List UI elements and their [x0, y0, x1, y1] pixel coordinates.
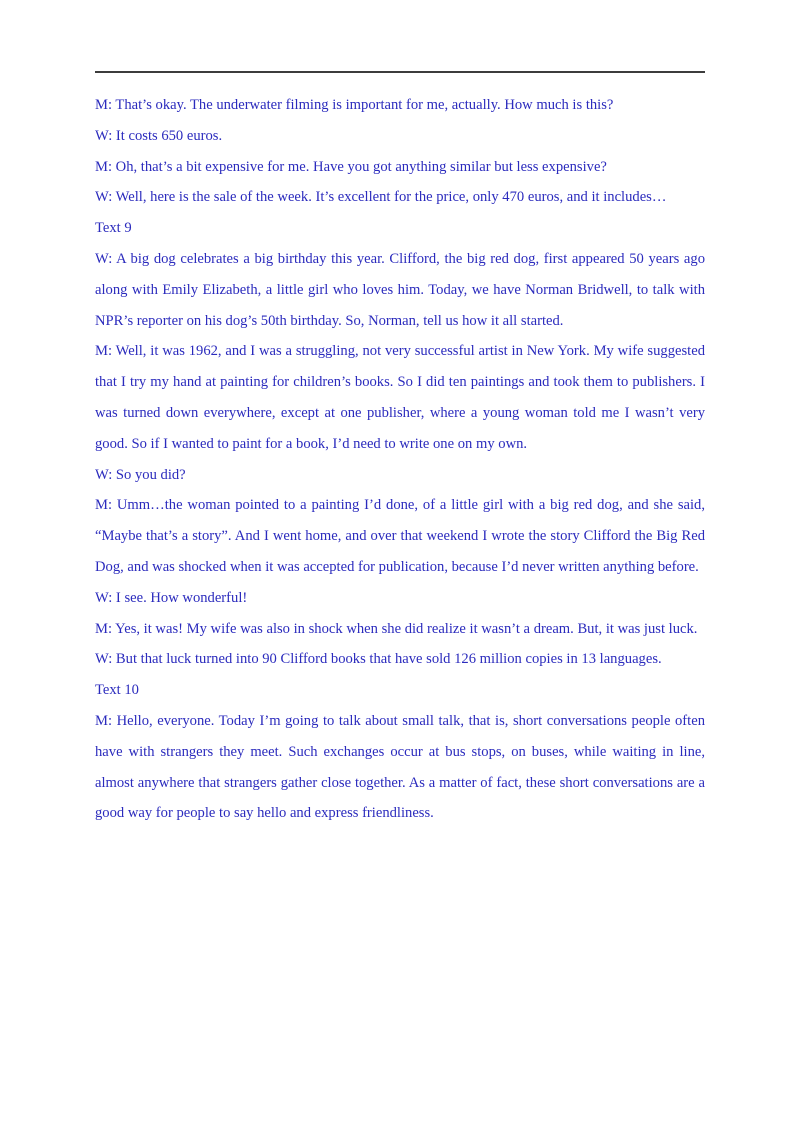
dialogue-line: W: A big dog celebrates a big birthday this year. Clifford, the big red dog, first appeared 50 years ago along with Emily Elizabeth, a little girl who loves him. Today, we have Norman Bridwell, to talk with NPR’s reporter on his dog’s 50th birthday. So, Norman, tell us how it all started. [95, 250, 705, 329]
dialogue-line: W: I see. How wonderful! [95, 589, 248, 606]
dialogue-line: M: Oh, that’s a bit expensive for me. Have you got anything similar but less expensive? [95, 158, 607, 175]
section-heading: Text 10 [95, 682, 139, 699]
header-rule [95, 71, 705, 73]
dialogue-line: W: It costs 650 euros. [95, 127, 223, 144]
dialogue-line: M: That’s okay. The underwater filming is important for me, actually. How much is this? [95, 97, 614, 113]
section-heading: Text 9 [95, 220, 132, 237]
transcript-body [95, 90, 705, 829]
dialogue-line: W: But that luck turned into 90 Clifford books that have sold 126 million copies in 13 languages. [95, 651, 662, 668]
dialogue-line: M: Yes, it was! My wife was also in shock when she did realize it wasn’t a dream. But, it was just luck. [95, 620, 698, 637]
dialogue-line: W: So you did? [95, 466, 186, 483]
dialogue-line: W: Well, here is the sale of the week. It’s excellent for the price, only 470 euros, and it includes… [95, 189, 667, 206]
dialogue-line: M: Umm…the woman pointed to a painting I’d done, of a little girl with a big red dog, and she said, “Maybe that’s a story”. And I went home, and over that weekend I wrote the story Clifford the Big Red Dog, and was shocked when it was accepted for publication, because I’d never written anything before. [95, 497, 705, 575]
dialogue-line: M: Hello, everyone. Today I’m going to talk about small talk, that is, short conversations people often have with strangers they meet. Such exchanges occur at bus stops, on buses, while waiting in line, almost anywhere that strangers gather close together. As a matter of fact, these short conversations are a good way for people to say hello and express friendliness. [95, 712, 705, 822]
dialogue-line: M: Well, it was 1962, and I was a struggling, not very successful artist in New York. My wife suggested that I try my hand at painting for children’s books. So I did ten paintings and took them to publishers. I was turned down everywhere, except at one publisher, where a young woman told me I wasn’t very good. So if I wanted to paint for a book, I’d need to write one on my own. [95, 343, 705, 452]
